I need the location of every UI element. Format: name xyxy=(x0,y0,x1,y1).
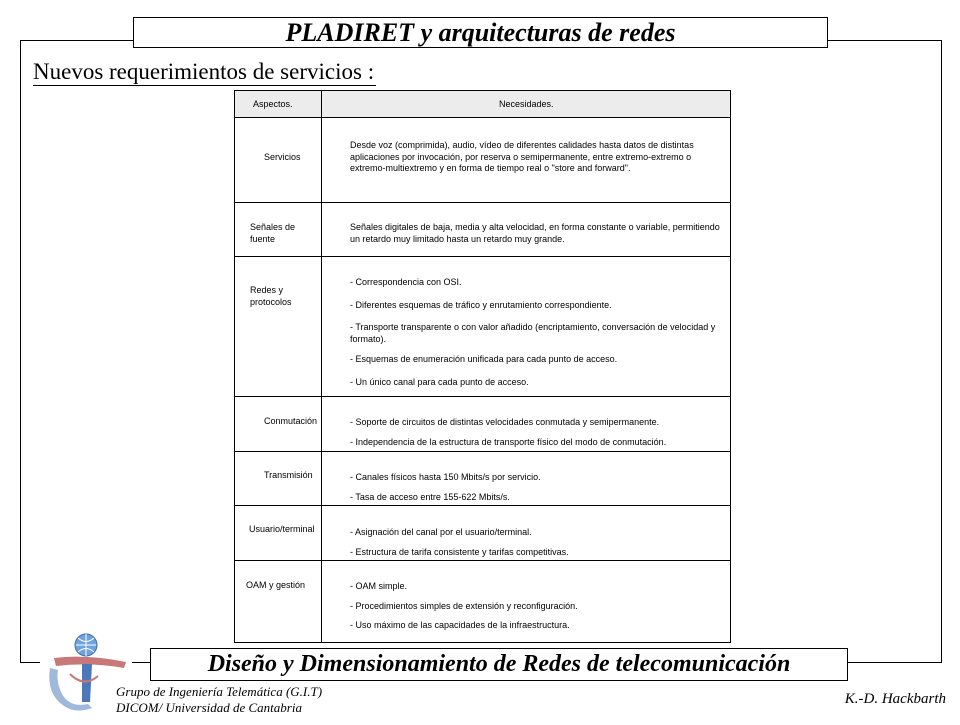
row-aspect-oam: OAM y gestión xyxy=(246,580,306,590)
row-needs-conmutacion: - Soporte de circuitos de distintas velocidades conmutada y semipermanente. - Independencia de la estructura de transporte físico del modo de conmutación. xyxy=(350,417,667,447)
row-needs-transmision: - Canales físicos hasta 150 Mbits/s por servicio. - Tasa de acceso entre 155-622 Mbits/s. xyxy=(350,472,541,502)
row-aspect-conmutacion: Conmutación xyxy=(264,416,318,426)
course-title: Diseño y Dimensionamiento de Redes de telecomunicación xyxy=(150,648,848,681)
group-affiliation xyxy=(116,684,322,716)
row-needs-oam: - OAM simple. - Procedimientos simples de extensión y reconfiguración. - Uso máximo de las capacidades de la infraestructura. xyxy=(350,581,578,630)
row-aspect-redes: Redes y protocolos xyxy=(250,285,292,307)
row-aspect-usuario: Usuario/terminal xyxy=(249,524,315,534)
row-aspect-servicios: Servicios xyxy=(264,152,301,162)
row-needs-senales: Señales digitales de baja, media y alta velocidad, en forma constante o variable, permitiendo un retardo muy limitado hasta un retardo muy grande. xyxy=(350,222,720,244)
row-aspect-senales: Señales de fuente xyxy=(250,222,296,244)
column-header-needs: Necesidades. xyxy=(499,99,554,109)
column-divider xyxy=(321,118,322,643)
row-needs-usuario: - Asignación del canal por el usuario/terminal. - Estructura de tarifa consistente y tarifas competitivas. xyxy=(350,527,569,557)
group-line-2: DICOM/ Universidad de Cantabria xyxy=(116,700,302,715)
column-header-aspects: Aspectos. xyxy=(253,99,293,109)
group-line-1: Grupo de Ingeniería Telemática (G.I.T) xyxy=(116,684,323,699)
author-name: K.-D. Hackbarth xyxy=(844,691,946,707)
requirements-table xyxy=(234,90,731,643)
table-header xyxy=(235,91,730,118)
row-needs-redes: - Correspondencia con OSI. - Diferentes esquemas de tráfico y enrutamiento correspondiente. - Transporte transparente o con valor añadido (encriptamiento, conversación de velocidad y formato). - Esquemas de enumeración unificada para cada punto de acceso. - Un único canal para cada punto de acceso. xyxy=(350,277,716,387)
section-subtitle: Nuevos requerimientos de servicios : xyxy=(33,59,375,84)
slide-title: PLADIRET y arquitecturas de redes xyxy=(133,17,828,48)
row-aspect-transmision: Transmisión xyxy=(264,470,313,480)
row-needs-servicios: Desde voz (comprimida), audio, vídeo de diferentes calidades hasta datos de distintas aplicaciones por invocación, por reserva o semipermanente, entre extremo-extremo o extremo-multiextremo y en forma de tiempo real o "store and forward". xyxy=(350,140,694,173)
